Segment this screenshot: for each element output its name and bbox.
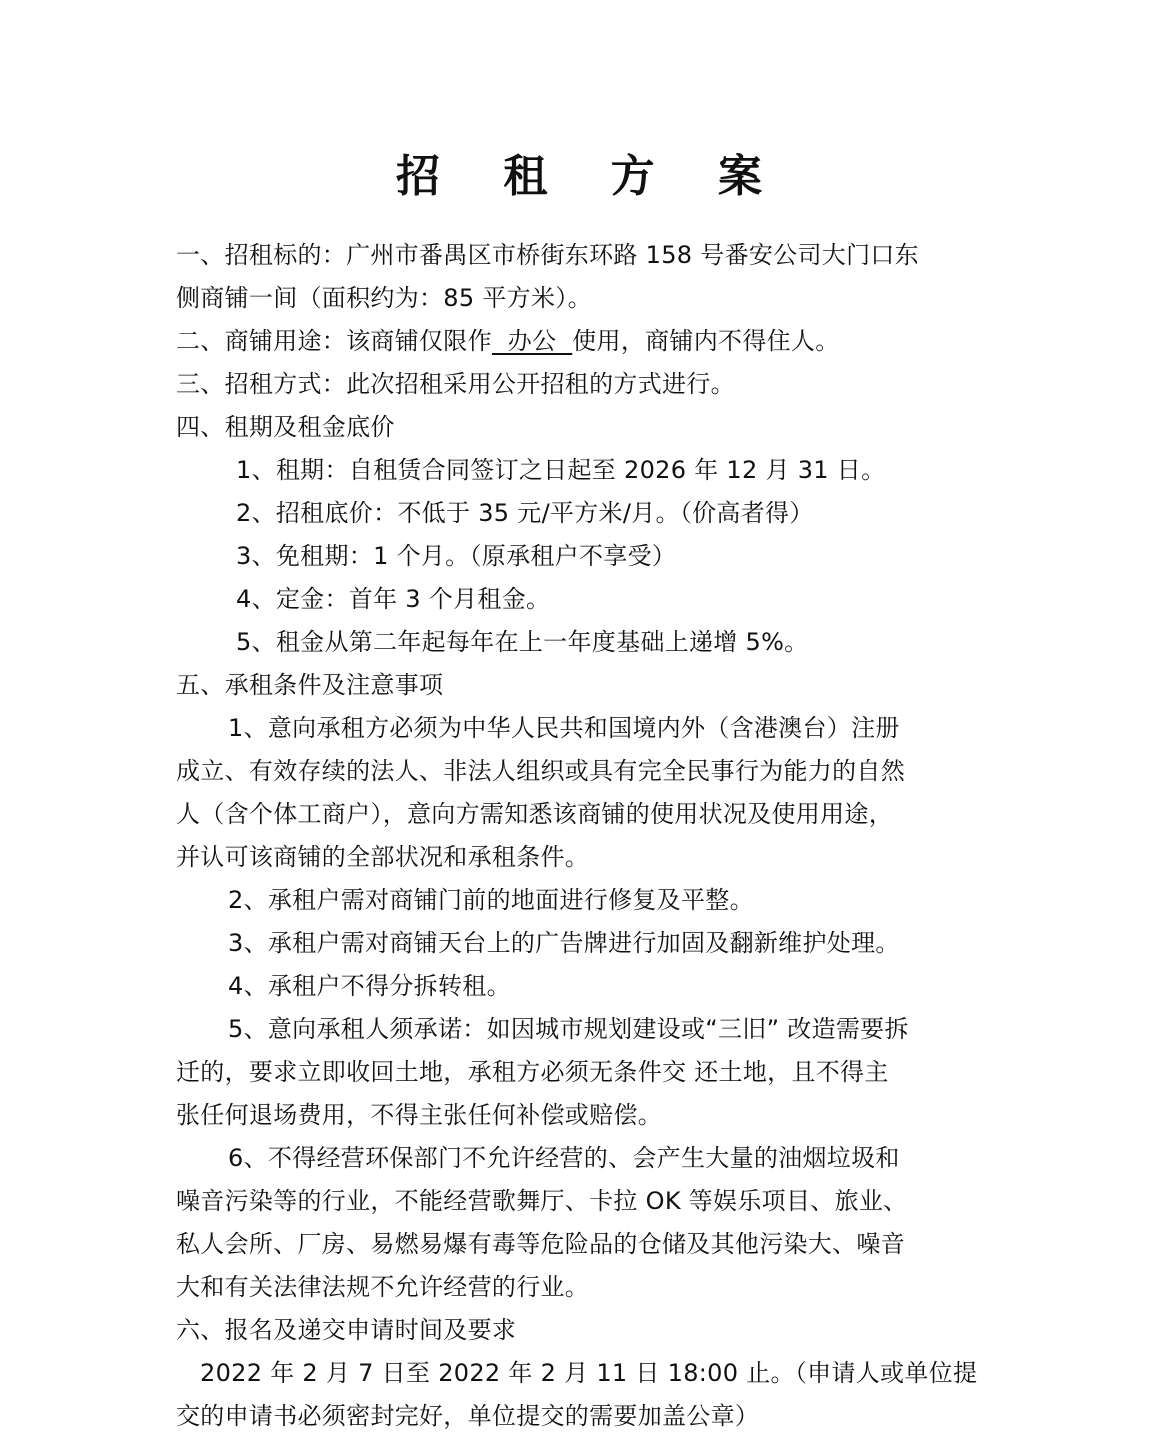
section-4-heading: 四、租期及租金底价	[176, 413, 395, 441]
usage-field: 办公	[491, 327, 573, 355]
section-2-line	[176, 326, 840, 356]
document-title: 招 租 方 案	[396, 151, 786, 202]
section-4-item-2: 2、招租底价：不低于 35 元/平方米/月。（价高者得）	[236, 499, 814, 527]
section-5-p1-line-2: 成立、有效存续的法人、非法人组织或具有完全民事行为能力的自然	[176, 757, 905, 785]
section-2-suffix: 使用，商铺内不得住人。	[572, 327, 840, 355]
section-4-item-5: 5、租金从第二年起每年在上一年度基础上递增 5%。	[236, 628, 809, 656]
section-5-p6-line-1: 6、不得经营环保部门不允许经营的、会产生大量的油烟垃圾和	[228, 1144, 900, 1172]
section-5-p6-line-3: 私人会所、厂房、易燃易爆有毒等危险品的仓储及其他污染大、噪音	[176, 1230, 905, 1258]
section-5-heading: 五、承租条件及注意事项	[176, 671, 444, 699]
section-5-p1-line-1: 1、意向承租方必须为中华人民共和国境内外（含港澳台）注册	[228, 714, 900, 742]
section-4-item-4: 4、定金：首年 3 个月租金。	[236, 585, 551, 613]
section-5-p6-line-4: 大和有关法律法规不允许经营的行业。	[176, 1273, 590, 1301]
section-5-p2: 2、承租户需对商铺门前的地面进行修复及平整。	[228, 886, 754, 914]
section-5-p4: 4、承租户不得分拆转租。	[228, 972, 511, 1000]
section-5-p5-line-2: 迁的，要求立即收回土地，承租方必须无条件交 还土地，且不得主	[176, 1058, 889, 1086]
section-5-p3: 3、承租户需对商铺天台上的广告牌进行加固及翻新维护处理。	[228, 929, 900, 957]
section-5-p1-line-4: 并认可该商铺的全部状况和承租条件。	[176, 843, 590, 871]
section-4-item-1: 1、租期：自租赁合同签订之日起至 2026 年 12 月 31 日。	[236, 456, 886, 484]
section-6-line-2: 交的申请书必须密封完好，单位提交的需要加盖公章）	[176, 1402, 760, 1430]
section-5-p6-line-2: 噪音污染等的行业，不能经营歌舞厅、卡拉 OK 等娱乐项目、旅业、	[176, 1187, 908, 1215]
section-6-heading: 六、报名及递交申请时间及要求	[176, 1316, 517, 1344]
section-5-p5-line-3: 张任何退场费用，不得主张任何补偿或赔偿。	[176, 1101, 662, 1129]
section-6-line-1: 2022 年 2 月 7 日至 2022 年 2 月 11 日 18:00 止。（申请人或单位提	[200, 1359, 978, 1387]
section-1-line-2: 侧商铺一间（面积约为：85 平方米）。	[176, 284, 592, 312]
section-5-p5-line-1: 5、意向承租人须承诺：如因城市规划建设或“三旧” 改造需要拆	[228, 1015, 909, 1043]
section-3-line: 三、招租方式：此次招租采用公开招租的方式进行。	[176, 370, 735, 398]
section-2-prefix: 二、商铺用途：该商铺仅限作	[176, 327, 492, 355]
section-4-item-3: 3、免租期：1 个月。（原承租户不享受）	[236, 542, 677, 570]
section-1-line-1: 一、招租标的：广州市番禺区市桥街东环路 158 号番安公司大门口东	[176, 241, 919, 269]
section-5-p1-line-3: 人（含个体工商户），意向方需知悉该商铺的使用状况及使用用途，	[176, 800, 893, 828]
